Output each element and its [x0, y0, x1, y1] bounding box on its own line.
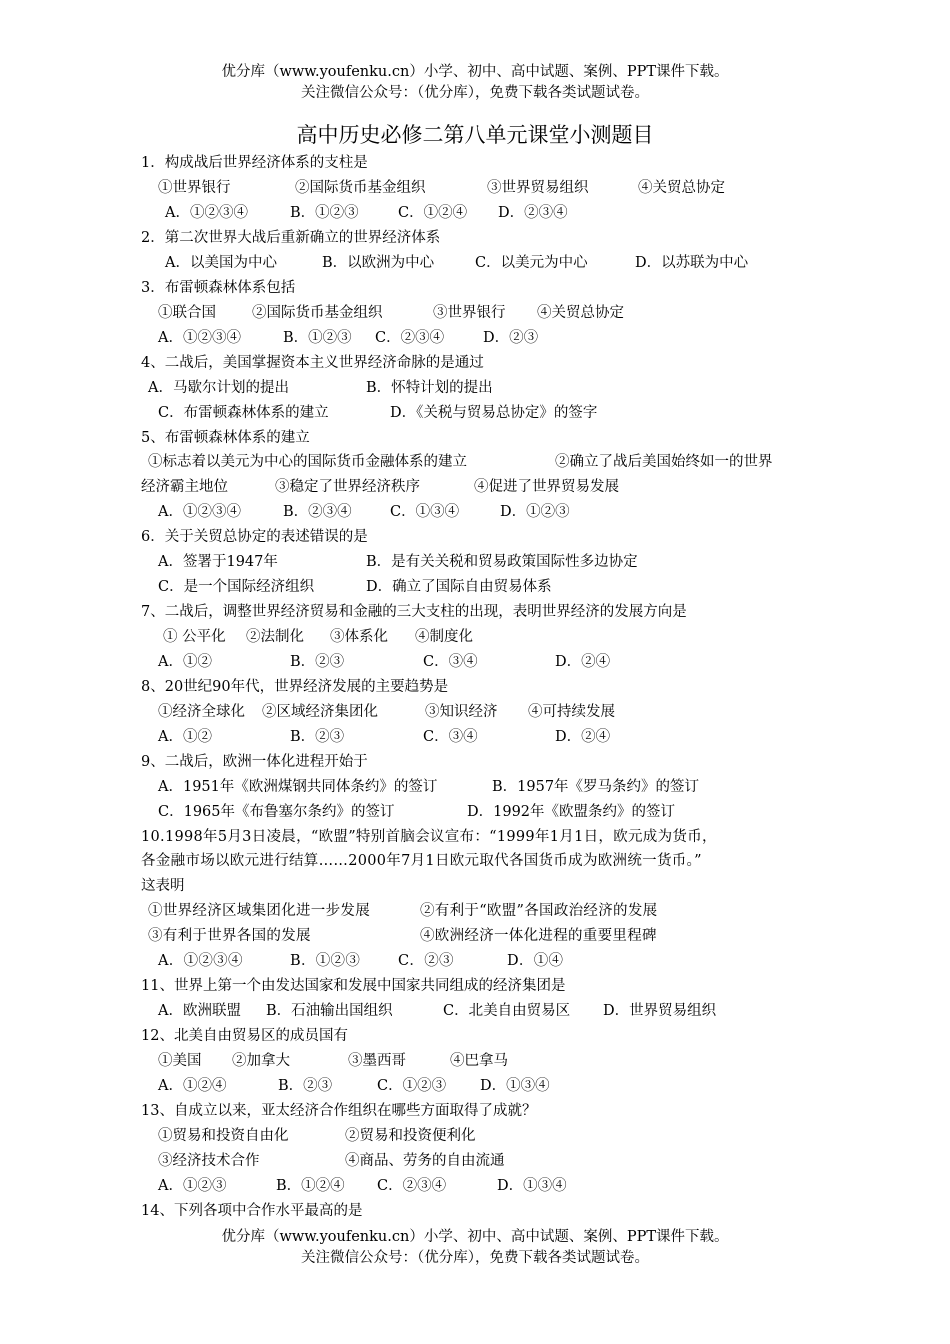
option-text: ②法制化 [246, 629, 304, 645]
question-line [0, 378, 950, 398]
question-text: 各金融市场以欧元进行结算……2000年7月1日欧元取代各国货币成为欧洲统一货币。” [141, 853, 702, 869]
option-text: ④促进了世界贸易发展 [474, 479, 619, 495]
option-text: B．②③ [290, 729, 345, 745]
option-text: B．①②③ [290, 953, 361, 969]
option-text: ③世界贸易组织 [487, 180, 589, 196]
option-text: B．是有关关税和贸易政策国际性多边协定 [366, 554, 638, 570]
option-text: A．马歇尔计划的提出 [148, 380, 289, 396]
question-line [0, 178, 950, 198]
option-text: D．①③④ [497, 1178, 567, 1194]
option-text: ②国际货币基金组织 [252, 305, 383, 321]
question-line [0, 901, 950, 921]
question-line [0, 926, 950, 946]
question-text: 12、北美自由贸易区的成员国有 [141, 1028, 348, 1044]
header-line-2: 关注微信公众号：（优分库），免费下载各类试题试卷。 [301, 85, 649, 101]
option-text: B．②③④ [283, 504, 352, 520]
option-text: B．②③ [278, 1078, 333, 1094]
option-text: A．①② [158, 729, 212, 745]
option-text: C．1965年《布鲁塞尔条约》的签订 [158, 804, 395, 820]
question-text: 7、二战后，调整世界经济贸易和金融的三大支柱的出现，表明世界经济的发展方向是 [141, 604, 687, 620]
question-line [0, 752, 950, 772]
question-text: 6．关于关贸总协定的表述错误的是 [141, 529, 368, 545]
question-line [0, 802, 950, 822]
option-text: ③世界银行 [433, 305, 506, 321]
option-text: ②加拿大 [232, 1053, 290, 1069]
option-text: ①经济全球化 [158, 704, 245, 720]
page-footer [0, 1227, 950, 1269]
option-text: D．确立了国际自由贸易体系 [366, 579, 552, 595]
question-line [0, 652, 950, 672]
option-text: B．①②③ [283, 330, 352, 346]
question-line [0, 1051, 950, 1071]
option-text: A．①②④ [158, 1078, 227, 1094]
option-text: ④商品、劳务的自由流通 [345, 1153, 505, 1169]
question-text: 11、世界上第一个由发达国家和发展中国家共同组成的经济集团是 [141, 978, 566, 994]
question-line [0, 951, 950, 971]
option-text: A．①②③④ [158, 953, 243, 969]
option-text: ④可持续发展 [528, 704, 615, 720]
option-text: D．①③④ [480, 1078, 550, 1094]
option-text: D．②③ [483, 330, 539, 346]
option-text: A．①② [158, 654, 212, 670]
option-text: B．以欧洲为中心 [322, 255, 435, 271]
question-text: 13、自成立以来，亚太经济合作组织在哪些方面取得了成就？ [141, 1103, 537, 1119]
question-line [0, 1076, 950, 1096]
option-text: C．①②③ [377, 1078, 447, 1094]
option-text: D．①④ [507, 953, 564, 969]
option-text: C．②③④ [375, 330, 445, 346]
question-line [0, 1026, 950, 1046]
option-text: D．1992年《欧盟条约》的签订 [467, 804, 676, 820]
question-text: 4、二战后，美国掌握资本主义世界经济命脉的是通过 [141, 355, 484, 371]
question-line [0, 452, 950, 472]
question-text: 1．构成战后世界经济体系的支柱是 [141, 155, 368, 171]
question-line [0, 1101, 950, 1121]
option-text: D．①②③ [500, 504, 570, 520]
question-line [0, 876, 950, 896]
option-text: ③墨西哥 [348, 1053, 406, 1069]
option-text: ①联合国 [158, 305, 216, 321]
question-line [0, 403, 950, 423]
option-text: D．以苏联为中心 [635, 255, 749, 271]
option-text: B．怀特计划的提出 [366, 380, 493, 396]
question-line [0, 1201, 950, 1221]
option-text: D．②④ [555, 729, 611, 745]
option-text: D．《关税与贸易总协定》的签字 [390, 405, 598, 421]
option-text: ④关贸总协定 [537, 305, 624, 321]
question-line [0, 527, 950, 547]
option-text: B．①②③ [290, 205, 359, 221]
question-line [0, 1176, 950, 1196]
question-line [0, 428, 950, 448]
question-text: 10.1998年5月3日凌晨，“欧盟”特别首脑会议宣布：“1999年1月1日，欧元成为货币， [141, 829, 717, 845]
question-text: 5、布雷顿森林体系的建立 [141, 430, 310, 446]
option-text: C．③④ [423, 729, 478, 745]
question-line [0, 502, 950, 522]
option-text: C．布雷顿森林体系的建立 [158, 405, 329, 421]
question-line [0, 303, 950, 323]
option-text: 经济霸主地位 [141, 479, 228, 495]
option-text: ④巴拿马 [450, 1053, 508, 1069]
question-text: 8、20世纪90年代，世界经济发展的主要趋势是 [141, 679, 449, 695]
question-line [0, 328, 950, 348]
option-text: C．①②④ [398, 205, 468, 221]
option-text: ④欧洲经济一体化进程的重要里程碑 [420, 928, 657, 944]
option-text: ①世界经济区域集团化进一步发展 [148, 903, 370, 919]
page-title: 高中历史必修二第八单元课堂小测题目 [296, 123, 654, 147]
option-text: B．②③ [290, 654, 345, 670]
option-text: ②区域经济集团化 [262, 704, 378, 720]
option-text: A．1951年《欧洲煤钢共同体条约》的签订 [158, 779, 438, 795]
option-text: B．①②④ [276, 1178, 345, 1194]
option-text: ②确立了战后美国始终如一的世界 [555, 454, 773, 470]
option-text: A．①②③ [158, 1178, 227, 1194]
option-text: ①贸易和投资自由化 [158, 1128, 289, 1144]
question-line [0, 702, 950, 722]
question-line [0, 677, 950, 697]
option-text: ③经济技术合作 [158, 1153, 260, 1169]
option-text: C．②③④ [377, 1178, 447, 1194]
option-text: D．②④ [555, 654, 611, 670]
question-line [0, 203, 950, 223]
question-line [0, 228, 950, 248]
option-text: A．①②③④ [165, 205, 248, 221]
option-text: C．③④ [423, 654, 478, 670]
header-line-1: 优分库（www.youfenku.cn）小学、初中、高中试题、案例、PPT课件下载。 [221, 64, 729, 80]
option-text: ③知识经济 [425, 704, 498, 720]
option-text: C．北美自由贸易区 [443, 1003, 571, 1019]
option-text: ③体系化 [330, 629, 388, 645]
question-text: 这表明 [141, 878, 185, 894]
question-line [0, 602, 950, 622]
option-text: C．是一个国际经济组织 [158, 579, 315, 595]
option-text: ③有利于世界各国的发展 [148, 928, 311, 944]
question-line [0, 827, 950, 847]
option-text: A．①②③④ [158, 504, 241, 520]
question-text: 14、下列各项中合作水平最高的是 [141, 1203, 363, 1219]
question-line [0, 552, 950, 572]
option-text: B．石油输出国组织 [266, 1003, 393, 1019]
question-line [0, 777, 950, 797]
question-line [0, 727, 950, 747]
question-line [0, 976, 950, 996]
question-line [0, 1151, 950, 1171]
question-line [0, 1001, 950, 1021]
option-text: A．签署于1947年 [158, 554, 278, 570]
question-line [0, 253, 950, 273]
question-text: 3．布雷顿森林体系包括 [141, 280, 296, 296]
option-text: ①美国 [158, 1053, 202, 1069]
option-text: ④制度化 [415, 629, 473, 645]
question-line [0, 153, 950, 173]
option-text: ① 公平化 [163, 629, 226, 645]
option-text: ④关贸总协定 [638, 180, 725, 196]
option-text: C．②③ [398, 953, 454, 969]
question-line [0, 577, 950, 597]
question-line [0, 851, 950, 871]
question-text: 2．第二次世界大战后重新确立的世界经济体系 [141, 230, 441, 246]
option-text: ②国际货币基金组织 [295, 180, 426, 196]
option-text: ②贸易和投资便利化 [345, 1128, 476, 1144]
option-text: A．欧洲联盟 [158, 1003, 241, 1019]
option-text: ③稳定了世界经济秩序 [275, 479, 420, 495]
footer-line-2: 关注微信公众号：（优分库），免费下载各类试题试卷。 [301, 1250, 649, 1266]
option-text: A．以美国为中心 [165, 255, 277, 271]
question-line [0, 627, 950, 647]
option-text: A．①②③④ [158, 330, 241, 346]
option-text: C．①③④ [390, 504, 460, 520]
option-text: C．以美元为中心 [475, 255, 588, 271]
footer-line-1: 优分库（www.youfenku.cn）小学、初中、高中试题、案例、PPT课件下载。 [221, 1229, 729, 1245]
question-line [0, 477, 950, 497]
option-text: ①标志着以美元为中心的国际货币金融体系的建立 [148, 454, 467, 470]
option-text: D．②③④ [498, 205, 568, 221]
option-text: ②有利于“欧盟”各国政治经济的发展 [420, 903, 658, 919]
option-text: ①世界银行 [158, 180, 231, 196]
option-text: B．1957年《罗马条约》的签订 [492, 779, 700, 795]
question-line [0, 278, 950, 298]
question-text: 9、二战后，欧洲一体化进程开始于 [141, 754, 368, 770]
question-line [0, 1126, 950, 1146]
option-text: D．世界贸易组织 [603, 1003, 717, 1019]
question-line [0, 353, 950, 373]
